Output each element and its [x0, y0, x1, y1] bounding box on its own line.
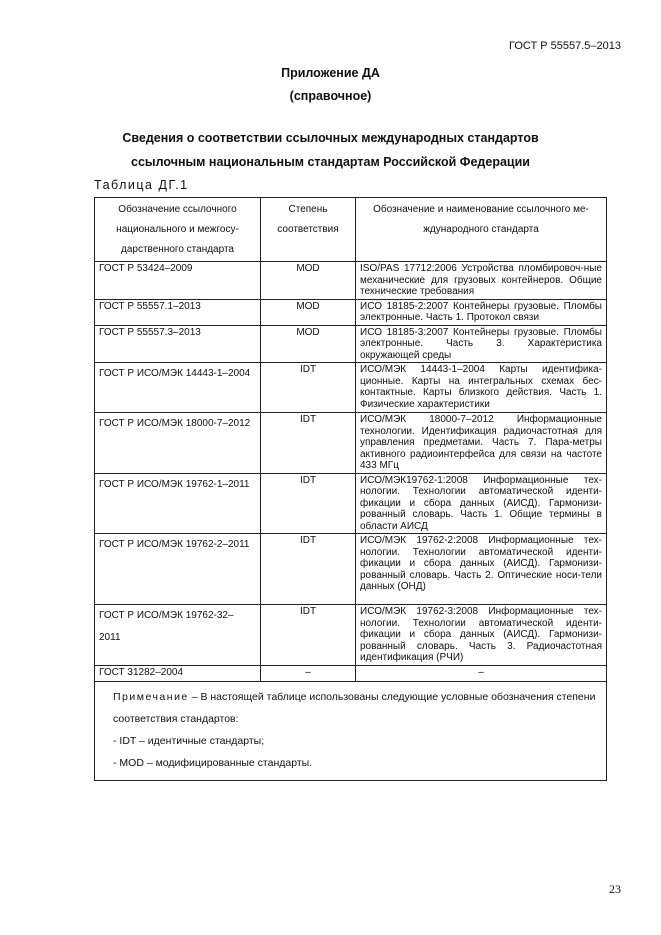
table-row: [95, 665, 607, 681]
international-standard-cell: ИСО 18185-2:2007 Контейнеры грузовые. Пломбы электронные. Часть 1. Протокол связи: [356, 299, 607, 325]
table-row: [95, 473, 607, 534]
page-number: 23: [609, 882, 621, 896]
national-standard-cell: ГОСТ Р ИСО/МЭК 19762-2–2011: [95, 534, 261, 605]
degree-cell: IDT: [261, 534, 356, 605]
table-row: [95, 262, 607, 300]
note-item-idt: - IDT – идентичные стандарты;: [113, 734, 265, 747]
table-row: [95, 325, 607, 363]
table-note: [95, 681, 607, 780]
document-id: ГОСТ Р 55557.5–2013: [509, 40, 621, 52]
international-standard-cell: ИСО/МЭК 18000-7–2012 Информационные технологии. Идентификация радиочастотная для управления предметами. Часть 7. Пара-метры активного радиоинтерфейса для связи на частоте 433 МГц: [356, 413, 607, 474]
national-standard-cell: ГОСТ Р ИСО/МЭК 14443-1–2004: [95, 363, 261, 413]
table-row: [95, 413, 607, 474]
note-label: Примечание: [113, 690, 189, 703]
header-international-standard: Обозначение и наименование ссылочного ме-ждународного стандарта: [356, 198, 607, 262]
international-standard-cell: –: [356, 665, 607, 681]
standards-table: [94, 197, 607, 781]
appendix-title: Приложение ДА: [281, 66, 380, 80]
international-standard-cell: ИСО/МЭК 14443-1–2004 Карты идентифика-ционные. Карты на интегральных схемах бес-контактные. Карты близкого действия. Часть 1. Физические характеристики: [356, 363, 607, 413]
national-standard-cell: ГОСТ Р ИСО/МЭК 19762-1–2011: [95, 473, 261, 534]
appendix-subtitle: (справочное): [289, 89, 372, 103]
table-row: [95, 299, 607, 325]
international-standard-cell: ИСО 18185-3:2007 Контейнеры грузовые. Пломбы электронные. Часть 3. Характеристика окружающей среды: [356, 325, 607, 363]
national-standard-cell: ГОСТ Р 53424–2009: [95, 262, 261, 300]
degree-cell: IDT: [261, 413, 356, 474]
header-national-standard: Обозначение ссылочного национального и межгосу-дарственного стандарта: [95, 198, 261, 262]
international-standard-cell: ИСО/МЭК19762-1:2008 Информационные тех-нологии. Технологии автоматической иденти-фикации и сбора данных (АИСД). Гармонизи-рованный словарь. Часть 1. Общие термины в области АИСД: [356, 473, 607, 534]
degree-cell: MOD: [261, 262, 356, 300]
table-note-row: [95, 681, 607, 780]
degree-cell: MOD: [261, 325, 356, 363]
table-row: [95, 605, 607, 666]
table-header-row: [95, 198, 607, 262]
national-standard-cell: ГОСТ Р 55557.3–2013: [95, 325, 261, 363]
section-heading-line1: Сведения о соответствии ссылочных международных стандартов: [122, 131, 539, 145]
note-text: – В настоящей таблице использованы следующие условные обозначения степени соответствия стандартов:: [113, 690, 596, 725]
international-standard-cell: ИСО/МЭК 19762-2:2008 Информационные тех-нологии. Технологии автоматической иденти-фикации и сбора данных (АИСД). Гармонизи-рованный словарь. Часть 2. Оптические носи-тели данных (ОНД): [356, 534, 607, 605]
national-standard-cell: ГОСТ 31282–2004: [95, 665, 261, 681]
table-row: [95, 363, 607, 413]
note-main: [113, 686, 600, 730]
degree-cell: IDT: [261, 473, 356, 534]
degree-cell: IDT: [261, 605, 356, 666]
international-standard-cell: ИСО/МЭК 19762-3:2008 Информационные тех-нологии. Технологии автоматической иденти-фикации и сбора данных (АИСД). Гармонизи-рованный словарь. Часть 3. Радиочастотная идентификация (РЧИ): [356, 605, 607, 666]
national-standard-cell: ГОСТ Р ИСО/МЭК 18000-7–2012: [95, 413, 261, 474]
table-row: [95, 534, 607, 605]
degree-cell: –: [261, 665, 356, 681]
section-heading-line2: ссылочным национальным стандартам Российской Федерации: [131, 155, 530, 169]
national-standard-cell: ГОСТ Р 55557.1–2013: [95, 299, 261, 325]
table-caption: Таблица ДГ.1: [94, 178, 189, 192]
degree-cell: IDT: [261, 363, 356, 413]
national-standard-cell: ГОСТ Р ИСО/МЭК 19762-32– 2011: [95, 605, 261, 666]
degree-cell: MOD: [261, 299, 356, 325]
note-item-mod: - MOD – модифицированные стандарты.: [113, 756, 313, 769]
header-degree: Степень соответствия: [261, 198, 356, 262]
international-standard-cell: ISO/PAS 17712:2006 Устройства пломбировоч-ные механические для грузовых контейнеров. Общие технические требования: [356, 262, 607, 300]
